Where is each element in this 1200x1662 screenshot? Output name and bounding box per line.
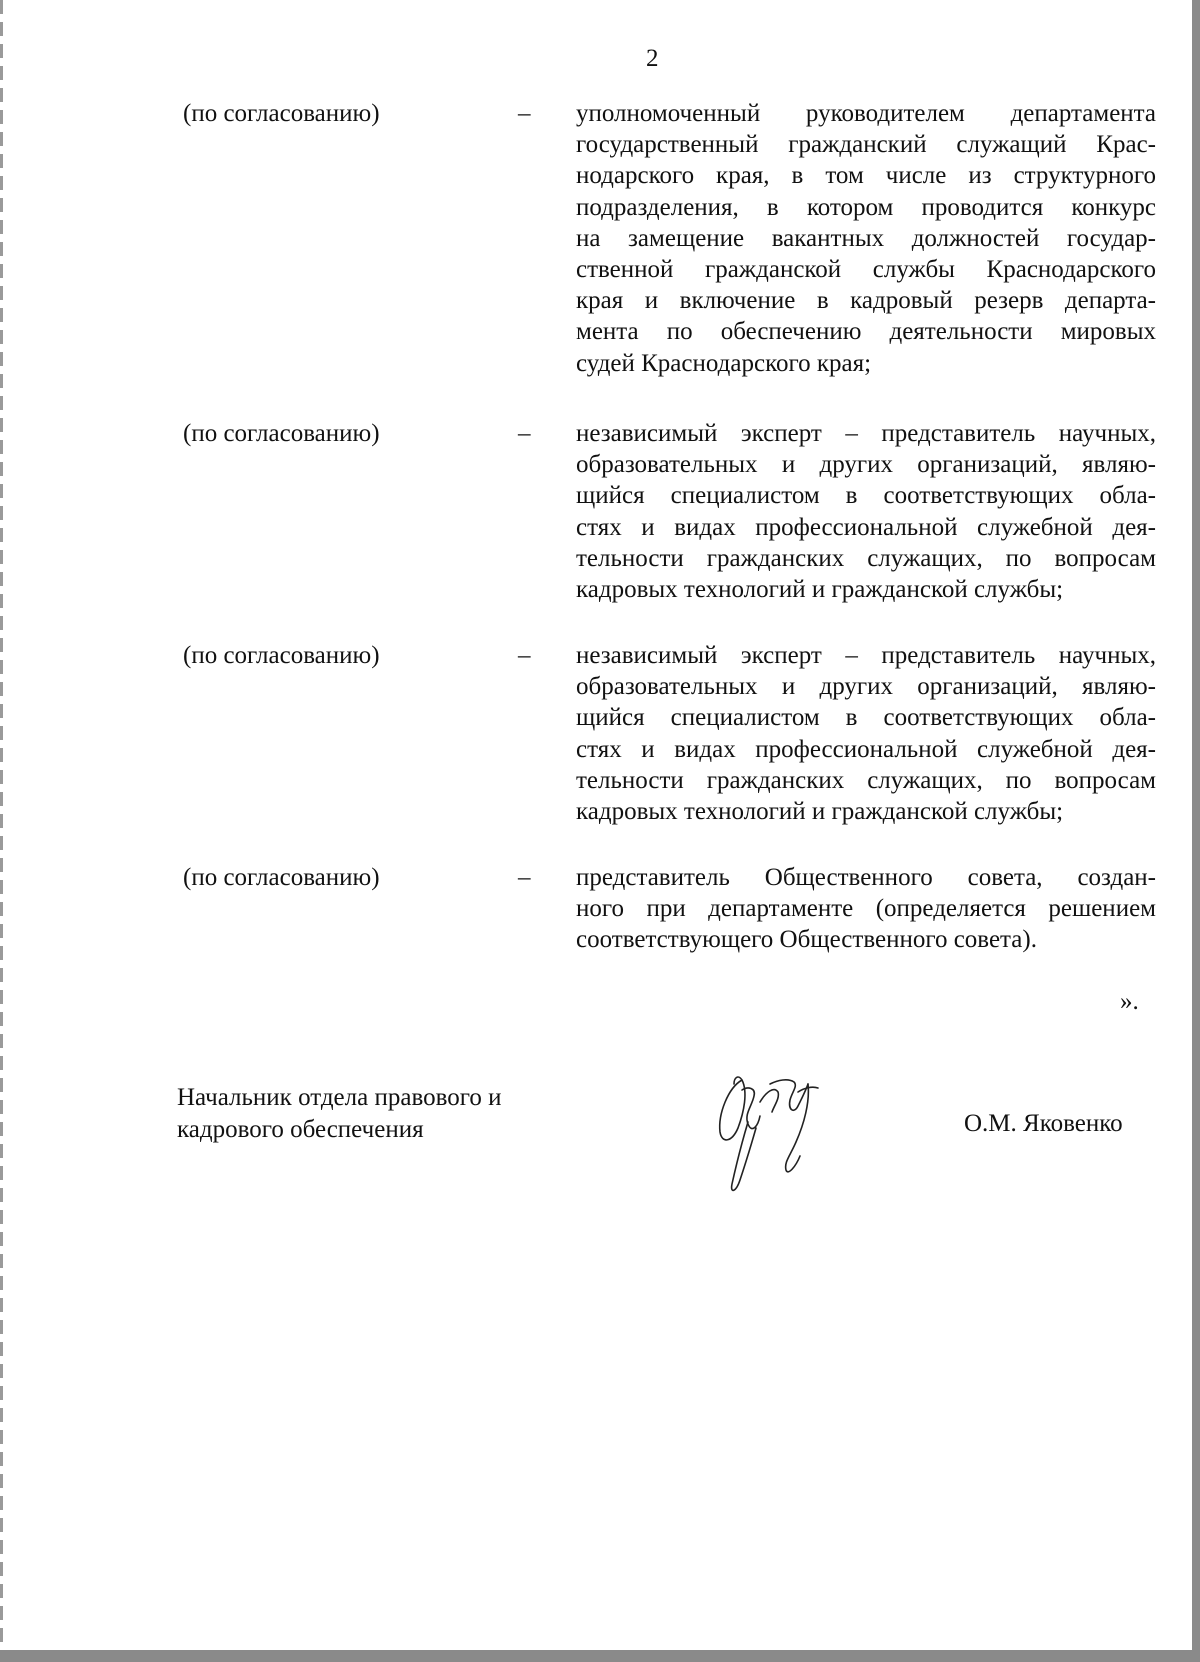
- page-number: 2: [646, 45, 659, 72]
- entry-line: ственной гражданской службы Краснодарского: [576, 256, 1156, 284]
- entry-line: уполномоченный руководителем департамента: [576, 100, 1156, 127]
- entry-line: на замещение вакантных должностей государ-: [576, 224, 1156, 252]
- entry-description: [576, 418, 1156, 605]
- scan-left-edge: [0, 0, 3, 1662]
- entry-dash: –: [518, 864, 531, 891]
- entry-description: [576, 98, 1156, 379]
- signer-name: О.М. Яковенко: [964, 1110, 1123, 1137]
- entry-line: образовательных и других организаций, являю-: [576, 673, 1156, 701]
- entry-line: нодарского края, в том числе из структурного: [576, 162, 1156, 190]
- entry-line: независимый эксперт – представитель научных,: [576, 420, 1156, 447]
- entry-line: представитель Общественного совета, создан-: [576, 864, 1156, 891]
- entry-note: (по согласованию): [183, 642, 380, 669]
- entry-line: щийся специалистом в соответствующих обла-: [576, 704, 1156, 732]
- entry-line: щийся специалистом в соответствующих обла-: [576, 482, 1156, 510]
- entry-line: соответствующего Общественного совета).: [576, 926, 1037, 954]
- entry-line: кадровых технологий и гражданской службы;: [576, 576, 1064, 604]
- entry-line: ного при департаменте (определяется решением: [576, 895, 1156, 923]
- entry-description: [576, 640, 1156, 827]
- entry-line: стях и видах профессиональной служебной дея-: [576, 513, 1156, 541]
- entry-line: кадровых технологий и гражданской службы;: [576, 798, 1064, 826]
- entry-note: (по согласованию): [183, 100, 380, 127]
- entry-line: края и включение в кадровый резерв департа-: [576, 287, 1156, 315]
- entry-dash: –: [518, 642, 531, 669]
- closing-quote: ».: [1120, 988, 1139, 1015]
- entry-line: независимый эксперт – представитель научных,: [576, 642, 1156, 669]
- entry-line: тельности гражданских служащих, по вопросам: [576, 766, 1156, 794]
- entry-dash: –: [518, 420, 531, 447]
- signer-position-line: Начальник отдела правового и: [177, 1084, 502, 1111]
- entry-line: тельности гражданских служащих, по вопросам: [576, 544, 1156, 572]
- handwritten-signature: [708, 1062, 858, 1212]
- entry-line: подразделения, в котором проводится конкурс: [576, 193, 1156, 221]
- entry-line: образовательных и других организаций, являю-: [576, 451, 1156, 479]
- scan-right-edge: [1192, 0, 1200, 1662]
- entry-dash: –: [518, 100, 531, 127]
- entry-description: [576, 862, 1156, 956]
- entry-line: государственный гражданский служащий Крас-: [576, 131, 1156, 159]
- entry-line: стях и видах профессиональной служебной дея-: [576, 735, 1156, 763]
- entry-line: мента по обеспечению деятельности мировых: [576, 318, 1156, 346]
- scan-bottom-edge: [0, 1650, 1200, 1662]
- entry-note: (по согласованию): [183, 420, 380, 447]
- entry-note: (по согласованию): [183, 864, 380, 891]
- signer-position-line: кадрового обеспечения: [177, 1116, 424, 1143]
- entry-line: судей Краснодарского края;: [576, 349, 872, 377]
- signer-position: [177, 1082, 501, 1146]
